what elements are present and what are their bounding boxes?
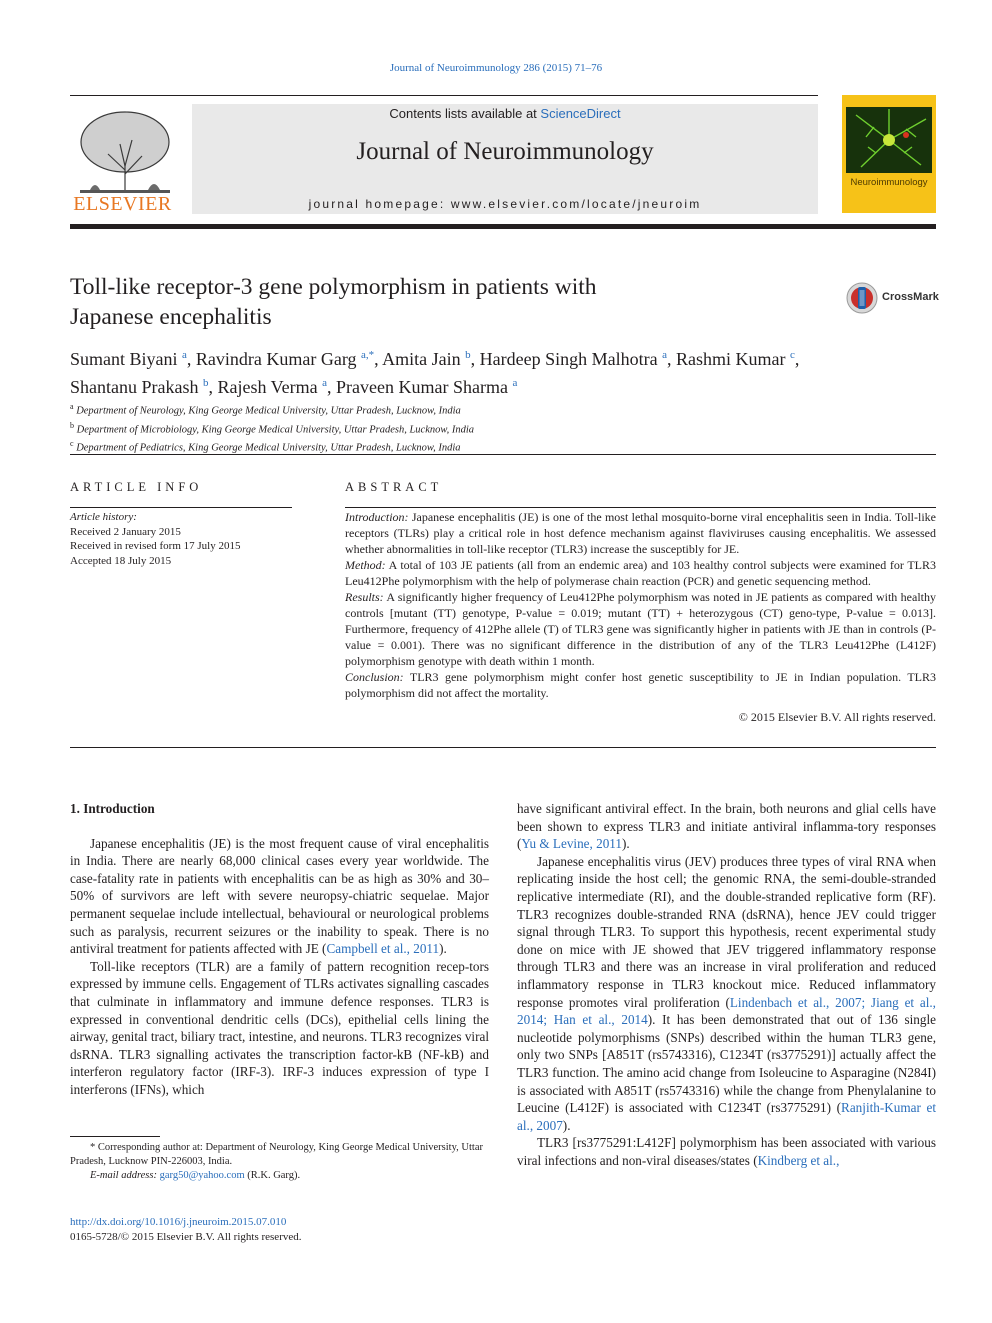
paragraph: Toll-like receptors (TLR) are a family of pattern recognition recep-tors expressed by immune cells. Engagement of TLRs activates signalling cascades that culminate in inflammatory and immune defence responses. TLR3 is expressed in conventional dendritic cells (DCs), epithelial cells lining the airway, genital tract, biliary tract, intestine, and neurons. TLR3 recognizes viral dsRNA. TLR3 signalling activates the transcription factor-kB (NF-kB) and interferon regulatory factor (IRF-3). IRF-3 induces expression of type I interferons (IFNs), which (70, 958, 489, 1097)
author-5[interactable]: Shantanu Prakash $^b$, (70, 377, 218, 397)
article-title (70, 272, 770, 332)
corresponding-author-footnote (70, 1141, 489, 1183)
abstract-method: Method: A total of 103 JE patients (all from an endemic area) and 103 healthy control subjects were examined for TLR3 Leu412Phe polymorphism with the help of polymerase chain reaction (PCR) and genetic sequencing method. (345, 558, 936, 588)
abstract-body (345, 509, 936, 725)
journal-homepage[interactable]: journal homepage: www.elsevier.com/locate/jneuroim (308, 197, 702, 211)
cover-neuron-icon (846, 107, 932, 173)
ref-link[interactable]: Ranjith-Kumar et al., 2007 (517, 1100, 937, 1133)
ref-link[interactable]: Kindberg et al., (757, 1152, 840, 1168)
abstract-conclusion: Conclusion: TLR3 gene polymorphism might confer host genetic susceptibility to JE in Indian population. TLR3 polymorphism did not affect the mortality. (345, 670, 936, 700)
author-3[interactable]: Hardeep Singh Malhotra $^a$, (479, 349, 677, 369)
email-link[interactable]: garg50@yahoo.com (159, 1170, 245, 1181)
header-top-rule (70, 95, 818, 96)
affiliation-item: $^c$ Department of Pediatrics, King George Medical University, Uttar Pradesh, Lucknow, India (70, 439, 461, 454)
article-info-rule (70, 507, 292, 508)
footnote-rule (70, 1136, 160, 1137)
journal-citation[interactable]: Journal of Neuroimmunology 286 (2015) 71–76 (389, 62, 603, 74)
author-2[interactable]: Amita Jain $^b$, (382, 349, 480, 369)
cover-image (846, 107, 932, 173)
crossmark-label: CrossMark (882, 291, 939, 303)
ref-link[interactable]: Lindenbach et al., 2007; Jiang et al., 2014; Han et al., 2014 (517, 994, 936, 1028)
abstract-heading: ABSTRACT (345, 480, 443, 494)
issn-line: 0165-5728/© 2015 Elsevier B.V. All rights reserved. (70, 1230, 302, 1243)
paragraph: TLR3 [rs3775291:L412F] polymorphism has been associated with various viral infections and non-viral diseases/states (Kindberg et al., (517, 1135, 936, 1168)
abstract-rule (345, 507, 936, 508)
author-6[interactable]: Rajesh Verma $^a$, (217, 377, 337, 397)
contents-line (192, 106, 818, 121)
paragraph: Japanese encephalitis (JE) is the most frequent cause of viral encephalitis in India. There are nearly 68,000 clinical cases every year worldwide. The case-fatality rate in patients with encephalitis can be as high as 30% and 30–50% of survivors are left with severe neuropsy-chiatric sequelae. Major permanent sequelae include intellectual, behavioural or neurological problems such as paralysis, recurrent seizures or the inability to speak. There is no antiviral treatment for patients affected with JE (Campbell et al., 2011). (70, 835, 489, 957)
abstract-copyright: © 2015 Elsevier B.V. All rights reserved. (738, 710, 936, 724)
author-0[interactable]: Sumant Biyani $^a$, (70, 349, 196, 369)
article-history (70, 510, 292, 568)
affiliations-rule (70, 454, 936, 455)
doi-block (70, 1215, 489, 1244)
header-thick-rule (70, 224, 936, 229)
abstract-results: Results: A significantly higher frequency of Leu412Phe polymorphism was noted in JE patients as compared with healthy controls [mutant (TT) genotype, P-value = 0.019; mutant (TT) + heterozygous (CT) geno-type, P-value = 0.013]. Furthermore, frequency of 412Phe allele (T) of TLR3 gene was significantly higher in patients with JE than in controls (P-value = 0.001). There was no significant difference in the distribution of any of the TLR3 Leu412Phe (L412F) polymorphism genotype with death within 1 month. (345, 590, 936, 668)
body-column-left (70, 800, 489, 1099)
affiliation-list (70, 400, 870, 456)
received-date: Received 2 January 2015 (70, 525, 181, 538)
article-title-line2: Japanese encephalitis (70, 304, 272, 330)
crossmark-badge[interactable] (846, 281, 942, 315)
section-heading-introduction: 1. Introduction (70, 801, 155, 816)
author-list (70, 343, 930, 399)
contents-prefix: Contents lists available at (389, 106, 541, 121)
abstract-bottom-rule (70, 747, 936, 748)
affiliation-item: $^a$ Department of Neurology, King George Medical University, Uttar Pradesh, Lucknow, India (70, 402, 461, 417)
email-note: E-mail address: garg50@yahoo.com (R.K. Garg). (90, 1170, 301, 1181)
paragraph: have significant antiviral effect. In the brain, both neurons and glial cells have been shown to express TLR3 and initiate antiviral inflamma-tory responses (Yu & Levine, 2011). (517, 801, 936, 852)
author-1[interactable]: Ravindra Kumar Garg $^{a,*}$, (195, 349, 383, 369)
journal-cover-thumbnail[interactable] (842, 95, 936, 213)
journal-name: Journal of Neuroimmunology (356, 138, 654, 165)
crossmark-icon (846, 281, 878, 315)
ref-link[interactable]: Yu & Levine, 2011 (521, 836, 623, 852)
sciencedirect-link[interactable]: ScienceDirect (540, 106, 621, 121)
corresponding-note: * Corresponding author at: Department of Neurology, King George Medical University, Uttar Pradesh, Lucknow PIN-226003, India. (70, 1142, 483, 1167)
author-4[interactable]: Rashmi Kumar $^c$, (676, 349, 800, 369)
accepted-date: Accepted 18 July 2015 (70, 554, 172, 567)
paragraph: Japanese encephalitis virus (JEV) produces three types of viral RNA when replicating inside the host cell; the genomic RNA, the semi-double-stranded replicative intermediate (RI), and the double-stranded replicative form (RF). TLR3 recognizes double-stranded RNA (dsRNA), hence JEV could trigger signal through TLR3. To support this hypothesis, recent experimental study done on mice with JE showed that JEV triggered inflammatory response through TLR3 and there was an increase in viral proliferation and reduced inflammatory response in TLR3 knockout mice. Reduced inflammatory response promotes viral proliferation (Lindenbach et al., 2007; Jiang et al., 2014; Han et al., 2014). It has been demonstrated that out of 136 single nucleotide polymorphisms (SNPs) described within the human TLR3 gene, only two SNPs [A851T (rs5743316), C1234T (rs3775291)] actually affect the TLR3 function. The amino acid change from Isoleucine to Asparagine (N284I) is associated with A851T (rs5743316) while the change from Phenylalanine to Leucine (L412F) is associated with C1234T (rs3775291) (Ranjith-Kumar et al., 2007). (517, 853, 937, 1133)
abstract-introduction: Introduction: Japanese encephalitis (JE) is one of the most lethal mosquito-borne viral encephalitis seen in India. Toll-like receptors (TLRs) play a critical role in host defence mechanism against flaviviruses causing encephalitis. We assessed whether abnormalities in toll-like receptor (TLR3) increase the susceptibly for JE. (345, 510, 936, 556)
cover-title: Neuroimmunology (850, 177, 928, 188)
author-7[interactable]: Praveen Kumar Sharma $^a$ (336, 377, 518, 397)
revised-date: Received in revised form 17 July 2015 (70, 540, 241, 552)
article-title-line1: Toll-like receptor-3 gene polymorphism in patients with (70, 274, 597, 300)
publisher-wordmark: ELSEVIER (73, 193, 172, 215)
affiliation-item: $^b$ Department of Microbiology, King George Medical University, Uttar Pradesh, Lucknow, India (70, 420, 475, 435)
body-column-right (517, 800, 936, 1169)
article-info-heading: ARTICLE INFO (70, 480, 203, 494)
ref-link[interactable]: Campbell et al., 2011 (326, 941, 440, 957)
doi-link[interactable]: http://dx.doi.org/10.1016/j.jneuroim.2015.07.010 (70, 1216, 287, 1228)
history-label: Article history: (70, 511, 137, 523)
